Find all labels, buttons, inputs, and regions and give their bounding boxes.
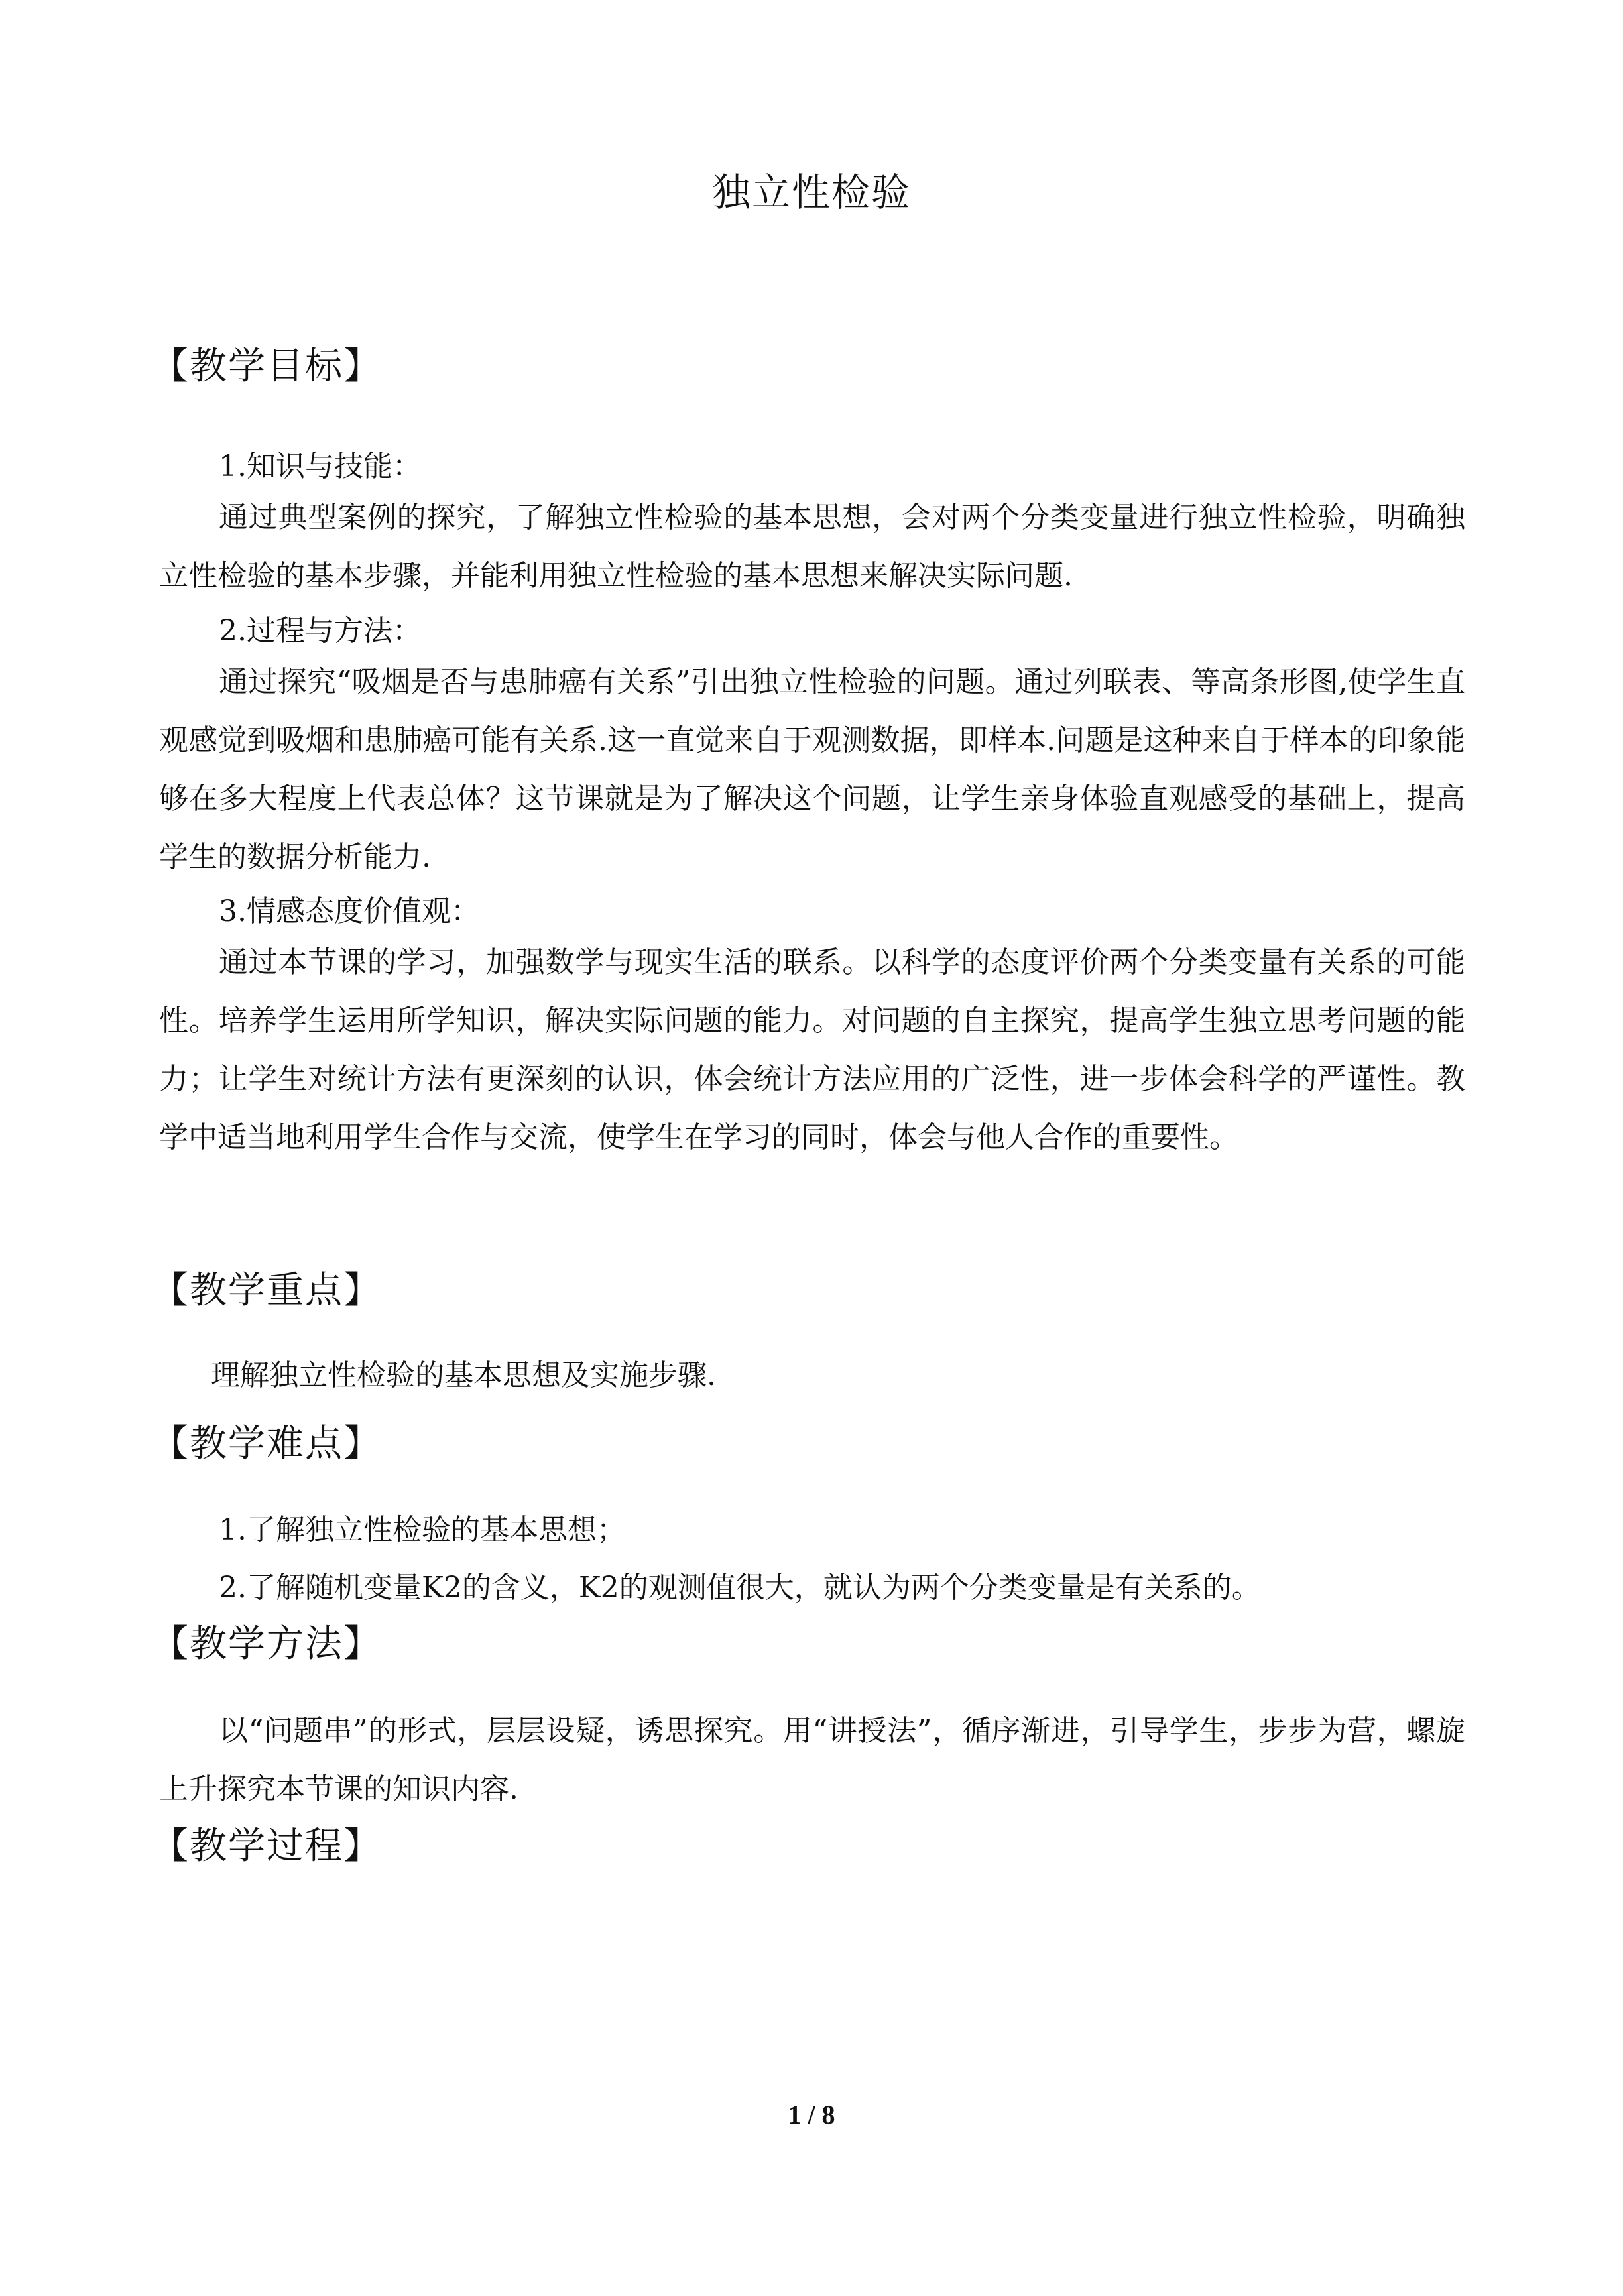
- difficulty-item-2: 2.了解随机变量K2的含义，K2的观测值很大，就认为两个分类变量是有关系的。: [219, 1571, 1261, 1604]
- difficulty-item-1: 1.了解独立性检验的基本思想；: [219, 1513, 626, 1547]
- objective-process-label: 2.过程与方法：: [219, 614, 422, 648]
- objective-emotion-text: 通过本节课的学习，加强数学与现实生活的联系。以科学的态度评价两个分类变量有关系的可能性。培养学生运用所学知识，解决实际问题的能力。对问题的自主探究，提高学生独立思考问题的能力；让学生对统计方法有更深刻的认识，体会统计方法应用的广泛性，进一步体会科学的严谨性。教学中适当地利用学生合作与交流，使学生在学习的同时，体会与他人合作的重要性。: [159, 945, 1465, 1154]
- objective-emotion-label: 3.情感态度价值观：: [219, 894, 480, 928]
- page-number: 1 / 8: [788, 2100, 835, 2130]
- objective-knowledge-label: 1.知识与技能：: [219, 450, 422, 483]
- section-heading-process: 【教学过程】: [151, 1825, 382, 1868]
- section-heading-key-points: 【教学重点】: [151, 1269, 382, 1312]
- methods-text: 以“问题串”的形式，层层设疑，诱思探究。用“讲授法”，循序渐进，引导学生，步步为营，螺旋上升探究本节课的知识内容.: [159, 1714, 1465, 1806]
- section-heading-methods: 【教学方法】: [151, 1622, 382, 1665]
- section-heading-objectives: 【教学目标】: [151, 345, 382, 388]
- objective-process-text: 通过探究“吸烟是否与患肺癌有关系”引出独立性检验的问题。通过列联表、等高条形图,使学生直观感觉到吸烟和患肺癌可能有关系.这一直觉来自于观测数据，即样本.问题是这种来自于样本的印象能够在多大程度上代表总体？这节课就是为了解决这个问题，让学生亲身体验直观感受的基础上，提高学生的数据分析能力.: [159, 665, 1465, 874]
- section-heading-difficulties: 【教学难点】: [151, 1422, 382, 1465]
- document-title: 独立性检验: [711, 170, 911, 215]
- objective-knowledge-text: 通过典型案例的探究，了解独立性检验的基本思想，会对两个分类变量进行独立性检验，明确独立性检验的基本步骤，并能利用独立性检验的基本思想来解决实际问题.: [159, 501, 1465, 593]
- key-points-text: 理解独立性检验的基本思想及实施步骤.: [211, 1359, 716, 1392]
